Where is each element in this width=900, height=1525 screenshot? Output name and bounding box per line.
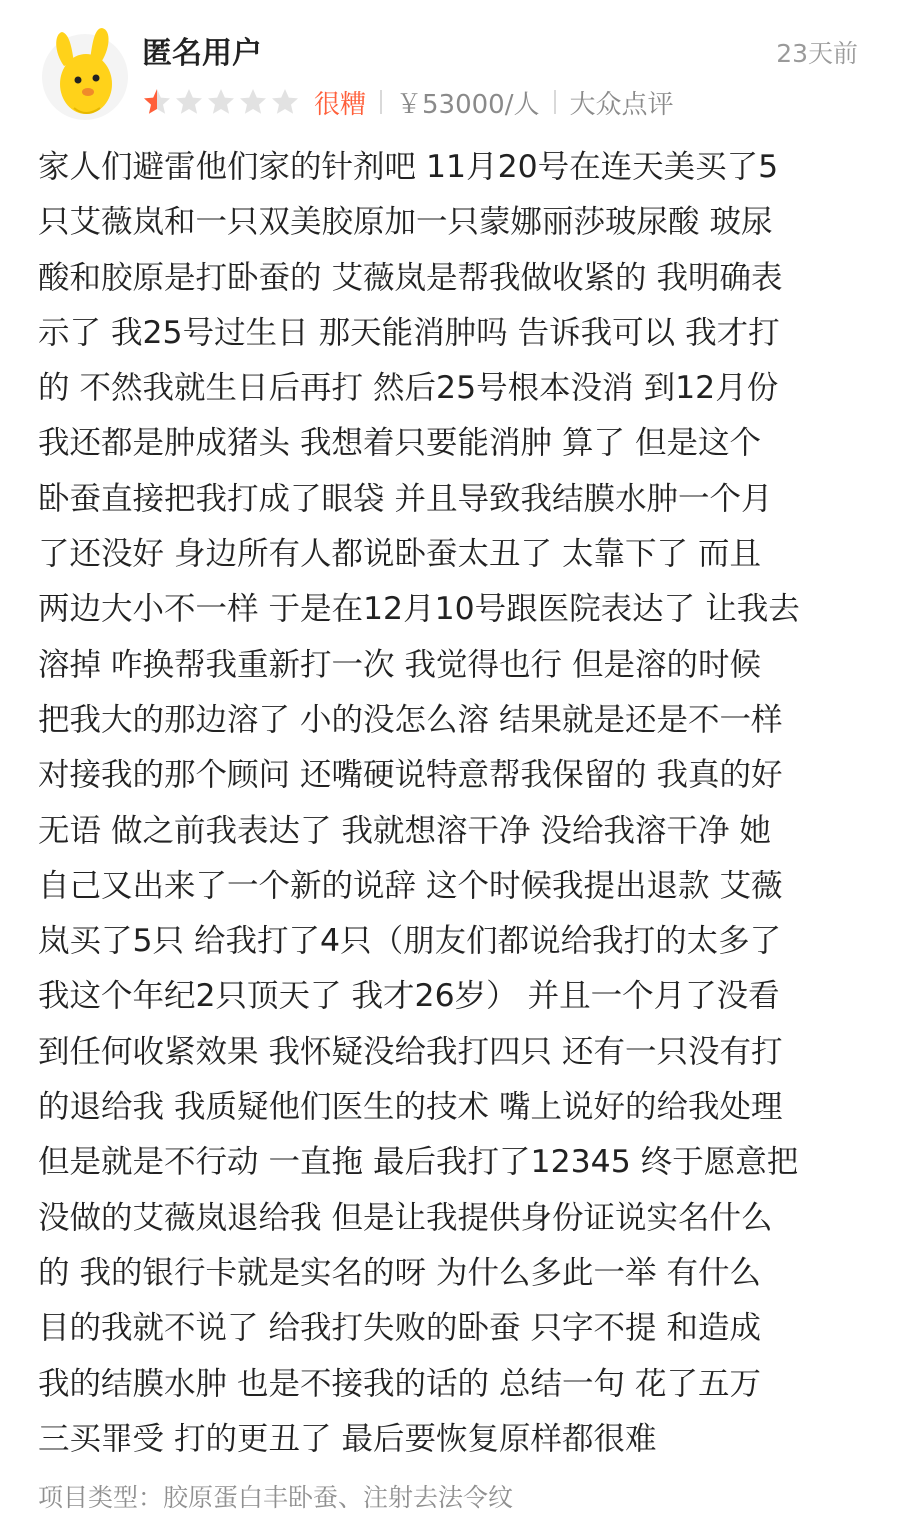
price-per-person: ￥53000/人 [396,89,540,120]
review-body-line: 但是就是不行动 一直拖 最后我打了12345 终于愿意把 [38,1144,799,1181]
review-body-line: 卧蚕直接把我打成了眼袋 并且导致我结膜水肿一个月 [38,480,773,517]
star-icon [238,87,268,117]
review-body-line: 岚买了5只 给我打了4只（朋友们都说给我打的太多了 [38,923,782,960]
star-icon [270,87,300,117]
review-body-line: 我还都是肿成猪头 我想着只要能消肿 算了 但是这个 [38,425,762,462]
rating-row [142,82,674,122]
review-body-line: 只艾薇岚和一只双美胶原加一只蒙娜丽莎玻尿酸 玻尿 [38,204,773,241]
review-body [38,140,864,1467]
rating-label: 很糟 [314,89,367,120]
review-body-line: 了还没好 身边所有人都说卧蚕太丑了 太靠下了 而且 [38,536,762,573]
project-type: 项目类型：胶原蛋白丰卧蚕、注射去法令纹 [38,1483,514,1512]
divider [554,90,556,114]
review-body-line: 三买罪受 打的更丑了 最后要恢复原样都很难 [38,1420,657,1457]
review-body-line: 我这个年纪2只顶天了 我才26岁） 并且一个月了没看 [38,978,780,1015]
username[interactable]: 匿名用户 [142,36,262,71]
review-body-line: 溶掉 咋换帮我重新打一次 我觉得也行 但是溶的时候 [38,646,762,683]
review-source: 大众点评 [569,89,674,120]
star-rating [142,87,302,117]
review-body-line: 自己又出来了一个新的说辞 这个时候我提出退款 艾薇 [38,867,783,904]
review-body-line: 没做的艾薇岚退给我 但是让我提供身份证说实名什么 [38,1199,773,1236]
review-body-line: 的退给我 我质疑他们医生的技术 嘴上说好的给我处理 [38,1089,783,1126]
review-time: 23天前 [776,39,858,68]
review-body-line: 示了 我25号过生日 那天能消肿吗 告诉我可以 我才打 [38,314,780,351]
star-icon [174,87,204,117]
star-icon-half [142,87,172,117]
review-body-line: 对接我的那个顾问 还嘴硬说特意帮我保留的 我真的好 [38,757,783,794]
review-body-line: 的 不然我就生日后再打 然后25号根本没消 到12月份 [38,370,779,407]
review-body-line: 把我大的那边溶了 小的没怎么溶 结果就是还是不一样 [38,701,783,738]
review-body-line: 到任何收紧效果 我怀疑没给我打四只 还有一只没有打 [38,1033,783,1070]
review-body-line: 的 我的银行卡就是实名的呀 为什么多此一举 有什么 [38,1254,762,1291]
review-body-line: 两边大小不一样 于是在12月10号跟医院表达了 让我去 [38,591,800,628]
bunny-mascot-icon [40,22,130,122]
review-body-line: 我的结膜水肿 也是不接我的话的 总结一句 花了五万 [38,1365,762,1402]
review-body-line: 家人们避雷他们家的针剂吧 11月20号在连天美买了5 [38,149,779,185]
review-body-line: 目的我就不说了 给我打失败的卧蚕 只字不提 和造成 [38,1310,762,1347]
review-body-line: 无语 做之前我表达了 我就想溶干净 没给我溶干净 她 [38,812,772,849]
divider [380,90,382,114]
star-icon [206,87,236,117]
avatar[interactable] [40,22,130,122]
review-body-line: 酸和胶原是打卧蚕的 艾薇岚是帮我做收紧的 我明确表 [38,259,783,296]
